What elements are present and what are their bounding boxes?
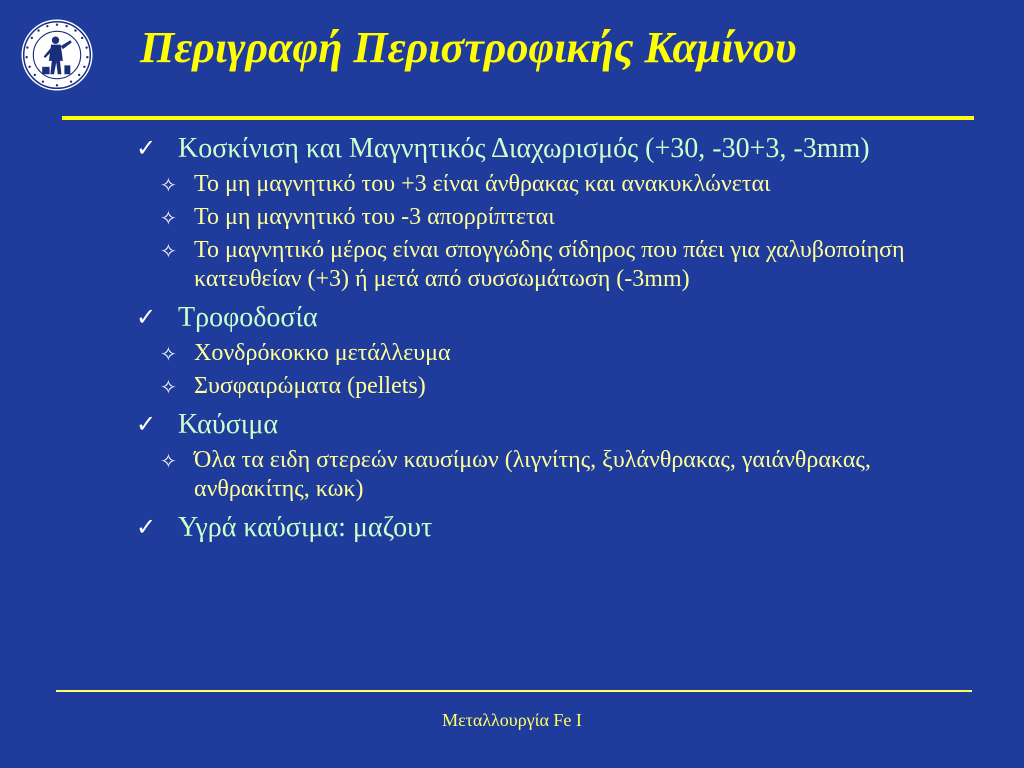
bullet-text: Τροφοδοσία — [178, 302, 318, 333]
bullet-text: Υγρά καύσιμα: μαζουτ — [178, 512, 433, 543]
four-point-star-icon: ✧ — [160, 173, 177, 197]
four-point-star-icon: ✧ — [160, 375, 177, 399]
title-divider — [62, 116, 974, 120]
sub-bullet-item — [130, 446, 960, 504]
sub-bullet-text: Χονδρόκοκκο μετάλλευμα — [194, 340, 451, 366]
slide-title: Περιγραφή Περιστροφικής Καμίνου — [140, 23, 797, 72]
sub-bullet-list — [160, 339, 960, 401]
checkmark-icon: ✓ — [136, 410, 157, 438]
bullet-text: Κοσκίνιση και Μαγνητικός Διαχωρισμός (+30, -30+3, -3mm) — [178, 133, 870, 164]
sub-bullet-text: Συσφαιρώματα (pellets) — [194, 373, 426, 399]
four-point-star-icon: ✧ — [160, 342, 177, 366]
checkmark-icon: ✓ — [136, 134, 157, 162]
sub-bullet-list — [160, 170, 960, 294]
four-point-star-icon: ✧ — [160, 206, 177, 230]
bullet-item — [130, 408, 960, 504]
sub-bullet-item — [130, 203, 960, 232]
sub-bullet-text: Το μη μαγνητικό του -3 απορρίπτεται — [194, 204, 555, 230]
bullet-item — [130, 301, 960, 401]
checkmark-icon: ✓ — [136, 303, 157, 331]
footer-text: Μεταλλουργία Fe I — [442, 710, 582, 730]
sub-bullet-item — [130, 339, 960, 368]
bullet-text: Καύσιμα — [178, 409, 279, 440]
checkmark-icon: ✓ — [136, 513, 157, 541]
four-point-star-icon: ✧ — [160, 239, 177, 263]
bullet-item — [130, 511, 960, 544]
four-point-star-icon: ✧ — [160, 449, 177, 473]
sub-bullet-text: Όλα τα ειδη στερεών καυσίμων (λιγνίτης, ξυλάνθρακας, γαιάνθρακας, ανθρακίτης, κωκ) — [194, 447, 871, 502]
sub-bullet-text: Το μη μαγνητικό του +3 είναι άνθρακας και ανακυκλώνεται — [194, 171, 771, 197]
sub-bullet-text: Το μαγνητικό μέρος είναι σπογγώδης σίδηρος που πάει για χαλυβοποίηση κατευθείαν (+3) ή μετά από συσσωμάτωση (-3mm) — [194, 237, 905, 292]
footer-divider — [56, 690, 972, 692]
sub-bullet-item — [130, 236, 960, 294]
bullet-list — [130, 125, 960, 544]
sub-bullet-list — [160, 446, 960, 504]
bullet-item — [130, 132, 960, 294]
sub-bullet-item — [130, 372, 960, 401]
sub-bullet-item — [130, 170, 960, 199]
university-seal-icon — [20, 18, 94, 92]
